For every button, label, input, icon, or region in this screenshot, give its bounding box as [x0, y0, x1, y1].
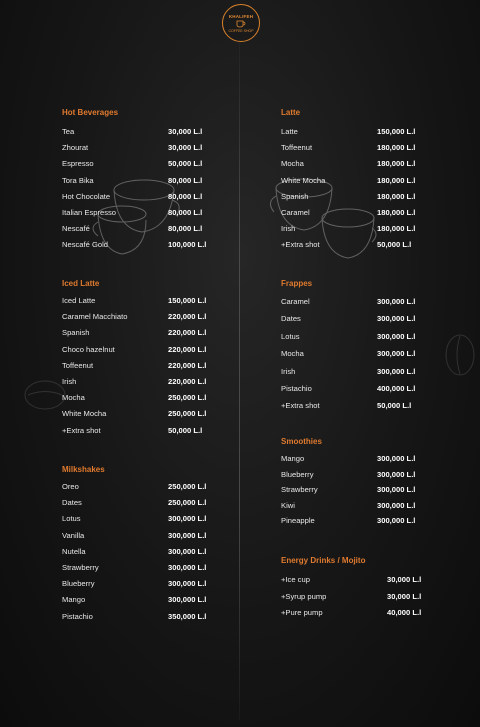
- section-hot-beverages: [62, 108, 207, 254]
- menu-item-price: 300,000 L.l: [168, 514, 207, 524]
- menu-item-row: [62, 205, 203, 221]
- menu-item-price: 250,000 L.l: [168, 482, 207, 491]
- menu-item-price: 300,000 L.l: [168, 579, 207, 589]
- menu-item-name: Caramel Macchiato: [62, 312, 128, 322]
- menu-item-name: Choco hazelnut: [62, 344, 115, 354]
- menu-item-price: 50,000 L.l: [168, 159, 203, 169]
- menu-item-row: [281, 380, 416, 397]
- menu-item-row: [281, 310, 416, 327]
- menu-item-name: Caramel: [281, 207, 310, 217]
- menu-item-price: 300,000 L.l: [168, 562, 207, 572]
- menu-item-row: [62, 511, 207, 527]
- menu-item-price: 220,000 L.l: [168, 376, 207, 386]
- menu-item-name: Nescafé Gold: [62, 240, 109, 250]
- section-title: Milkshakes: [62, 465, 105, 474]
- menu-item-row: [281, 173, 416, 189]
- menu-item-name: Tea: [62, 127, 75, 136]
- menu-item-price: 220,000 L.l: [168, 344, 207, 354]
- menu-item-price: 180,000 L.l: [377, 191, 416, 201]
- menu-item-price: 180,000 L.l: [377, 207, 416, 217]
- menu-item-name: Nescafé: [62, 224, 90, 234]
- shop-logo: [222, 4, 260, 42]
- menu-item-price: 300,000 L.l: [377, 314, 416, 324]
- menu-item-price: 180,000 L.l: [377, 175, 416, 185]
- menu-item-name: Mocha: [281, 159, 304, 169]
- menu-item-name: Latte: [281, 127, 298, 136]
- menu-item-row: [281, 189, 416, 205]
- menu-item-row: [281, 237, 412, 253]
- coffee-bean-icon: [440, 330, 480, 380]
- menu-item-price: 40,000 L.l: [387, 608, 422, 617]
- menu-item-row: [62, 423, 203, 439]
- menu-item-name: White Mocha: [62, 409, 107, 419]
- section-latte: [281, 108, 416, 254]
- menu-item-name: Hot Chocolate: [62, 191, 111, 201]
- menu-item-name: Espresso: [62, 159, 94, 169]
- section-title: Iced Latte: [62, 279, 100, 288]
- menu-item-price: 80,000 L.l: [168, 191, 203, 201]
- menu-item-price: 150,000 L.l: [168, 296, 207, 305]
- menu-item-name: +Extra shot: [281, 240, 320, 250]
- menu-item-name: Vanilla: [62, 530, 85, 540]
- menu-item-row: [62, 576, 207, 592]
- menu-item-price: 300,000 L.l: [168, 595, 207, 605]
- menu-item-name: Toffeenut: [281, 143, 313, 153]
- menu-item-name: Nutella: [62, 546, 86, 556]
- menu-item-name: Kiwi: [281, 500, 295, 510]
- menu-item-price: 180,000 L.l: [377, 159, 416, 169]
- section-title: Energy Drinks / Mojito: [281, 556, 366, 565]
- menu-item-row: [281, 589, 422, 606]
- menu-item-price: 300,000 L.l: [377, 454, 416, 463]
- menu-item-price: 300,000 L.l: [377, 516, 416, 525]
- menu-item-name: Mocha: [62, 393, 85, 403]
- menu-item-row: [62, 358, 207, 374]
- menu-item-row: [281, 345, 416, 362]
- menu-item-price: 150,000 L.l: [377, 127, 416, 136]
- menu-item-row: [62, 406, 207, 422]
- menu-item-name: +Extra shot: [62, 425, 101, 435]
- menu-item-price: 300,000 L.l: [168, 530, 207, 540]
- menu-item-price: 80,000 L.l: [168, 175, 203, 185]
- menu-item-price: 30,000 L.l: [168, 127, 203, 136]
- menu-item-name: Mocha: [281, 349, 304, 359]
- section-title: Smoothies: [281, 437, 322, 446]
- section-title: Latte: [281, 108, 301, 117]
- column-divider: [239, 40, 240, 720]
- menu-item-row: [62, 325, 207, 341]
- menu-item-row: [62, 221, 203, 237]
- menu-item-row: [281, 451, 416, 467]
- menu-item-price: 350,000 L.l: [168, 611, 207, 621]
- menu-item-row: [62, 309, 207, 325]
- menu-item-name: Caramel: [281, 297, 310, 306]
- menu-item-name: Dates: [62, 498, 82, 508]
- section-milkshakes: [62, 465, 207, 625]
- menu-item-price: 220,000 L.l: [168, 360, 207, 370]
- menu-item-name: Lotus: [281, 331, 300, 341]
- menu-item-row: [281, 397, 412, 414]
- section-frappes: [281, 279, 416, 415]
- menu-item-price: 300,000 L.l: [377, 366, 416, 376]
- menu-item-row: [62, 495, 207, 511]
- menu-item-name: +Syrup pump: [281, 591, 327, 601]
- menu-item-name: +Extra shot: [281, 401, 320, 411]
- menu-item-row: [62, 342, 207, 358]
- menu-item-name: Blueberry: [281, 469, 314, 479]
- menu-item-row: [62, 156, 203, 172]
- menu-item-price: 30,000 L.l: [387, 575, 422, 584]
- menu-item-name: Spanish: [62, 328, 90, 338]
- menu-item-price: 300,000 L.l: [377, 485, 416, 494]
- menu-item-row: [62, 293, 207, 309]
- menu-item-price: 400,000 L.l: [377, 383, 416, 393]
- menu-item-price: 80,000 L.l: [168, 224, 203, 234]
- section-title: Hot Beverages: [62, 108, 119, 117]
- menu-item-price: 250,000 L.l: [168, 393, 207, 403]
- menu-item-price: 180,000 L.l: [377, 143, 416, 153]
- menu-item-price: 220,000 L.l: [168, 328, 207, 338]
- menu-item-price: 220,000 L.l: [168, 312, 207, 322]
- logo-bottom-text: COFFEE SHOP: [228, 28, 254, 33]
- menu-item-price: 50,000 L.l: [377, 240, 412, 250]
- menu-item-name: Mango: [62, 595, 86, 605]
- menu-item-name: Tora Bika: [62, 175, 94, 185]
- menu-item-name: +Pure pump: [281, 608, 323, 617]
- menu-item-row: [62, 237, 207, 253]
- menu-item-name: Blueberry: [62, 579, 95, 589]
- menu-item-price: 250,000 L.l: [168, 498, 207, 508]
- menu-item-name: Oreo: [62, 482, 79, 491]
- menu-item-price: 180,000 L.l: [377, 224, 416, 234]
- menu-item-price: 300,000 L.l: [377, 349, 416, 359]
- menu-item-row: [62, 189, 203, 205]
- menu-item-price: 300,000 L.l: [377, 500, 416, 510]
- menu-item-row: [62, 390, 207, 406]
- menu-item-row: [281, 124, 416, 140]
- menu-item-price: 30,000 L.l: [387, 591, 422, 601]
- menu-item-name: Mango: [281, 454, 305, 463]
- section-title: Frappes: [281, 279, 313, 288]
- menu-item-price: 300,000 L.l: [377, 469, 416, 479]
- menu-item-row: [62, 173, 203, 189]
- menu-item-row: [281, 513, 416, 529]
- menu-item-row: [62, 124, 203, 140]
- menu-item-row: [281, 363, 416, 380]
- menu-item-name: +Ice cup: [281, 575, 310, 584]
- menu-item-price: 300,000 L.l: [377, 297, 416, 306]
- menu-item-row: [62, 528, 207, 544]
- menu-item-row: [62, 374, 207, 390]
- menu-item-price: 80,000 L.l: [168, 207, 203, 217]
- menu-item-name: Lotus: [62, 514, 81, 524]
- menu-item-name: Iced Latte: [62, 296, 96, 305]
- logo-top-text: KHALIFEH: [228, 13, 254, 19]
- menu-item-name: Irish: [281, 366, 296, 376]
- menu-item-price: 300,000 L.l: [377, 331, 416, 341]
- menu-item-row: [281, 293, 416, 310]
- menu-item-price: 50,000 L.l: [377, 401, 412, 411]
- menu-item-row: [62, 544, 207, 560]
- menu-item-name: Strawberry: [281, 485, 318, 494]
- coffee-cup-icon: [236, 20, 246, 28]
- menu-item-price: 300,000 L.l: [168, 546, 207, 556]
- menu-item-name: Zhourat: [62, 143, 89, 153]
- menu-item-row: [62, 560, 207, 576]
- menu-item-row: [281, 156, 416, 172]
- menu-item-row: [62, 479, 207, 495]
- menu-item-row: [281, 498, 416, 514]
- menu-item-row: [281, 482, 416, 498]
- menu-item-price: 250,000 L.l: [168, 409, 207, 419]
- menu-item-name: Italian Espresso: [62, 207, 117, 217]
- menu-item-name: Pistachio: [281, 383, 312, 393]
- menu-item-name: Dates: [281, 314, 301, 324]
- menu-item-name: Toffeenut: [62, 360, 94, 370]
- menu-item-row: [281, 328, 416, 345]
- menu-item-row: [281, 467, 416, 483]
- menu-item-name: Pistachio: [62, 611, 93, 621]
- menu-item-row: [281, 205, 416, 221]
- menu-item-name: Spanish: [281, 191, 309, 201]
- menu-item-row: [281, 221, 416, 237]
- section-smoothies: [281, 437, 416, 529]
- menu-item-row: [281, 140, 416, 156]
- menu-item-name: Strawberry: [62, 562, 99, 572]
- section-iced-latte: [62, 279, 207, 439]
- section-energy-drinks: [281, 556, 422, 622]
- menu-item-row: [62, 609, 207, 625]
- menu-item-price: 50,000 L.l: [168, 425, 203, 435]
- menu-item-price: 100,000 L.l: [168, 240, 207, 250]
- menu-item-name: Pineapple: [281, 516, 315, 525]
- menu-item-name: White Mocha: [281, 175, 326, 185]
- menu-item-name: Irish: [62, 376, 77, 386]
- menu-item-price: 30,000 L.l: [168, 143, 203, 153]
- menu-item-row: [62, 592, 207, 608]
- menu-item-row: [281, 605, 422, 622]
- menu-item-row: [281, 572, 422, 589]
- menu-item-row: [62, 140, 203, 156]
- menu-item-name: Irish: [281, 224, 296, 234]
